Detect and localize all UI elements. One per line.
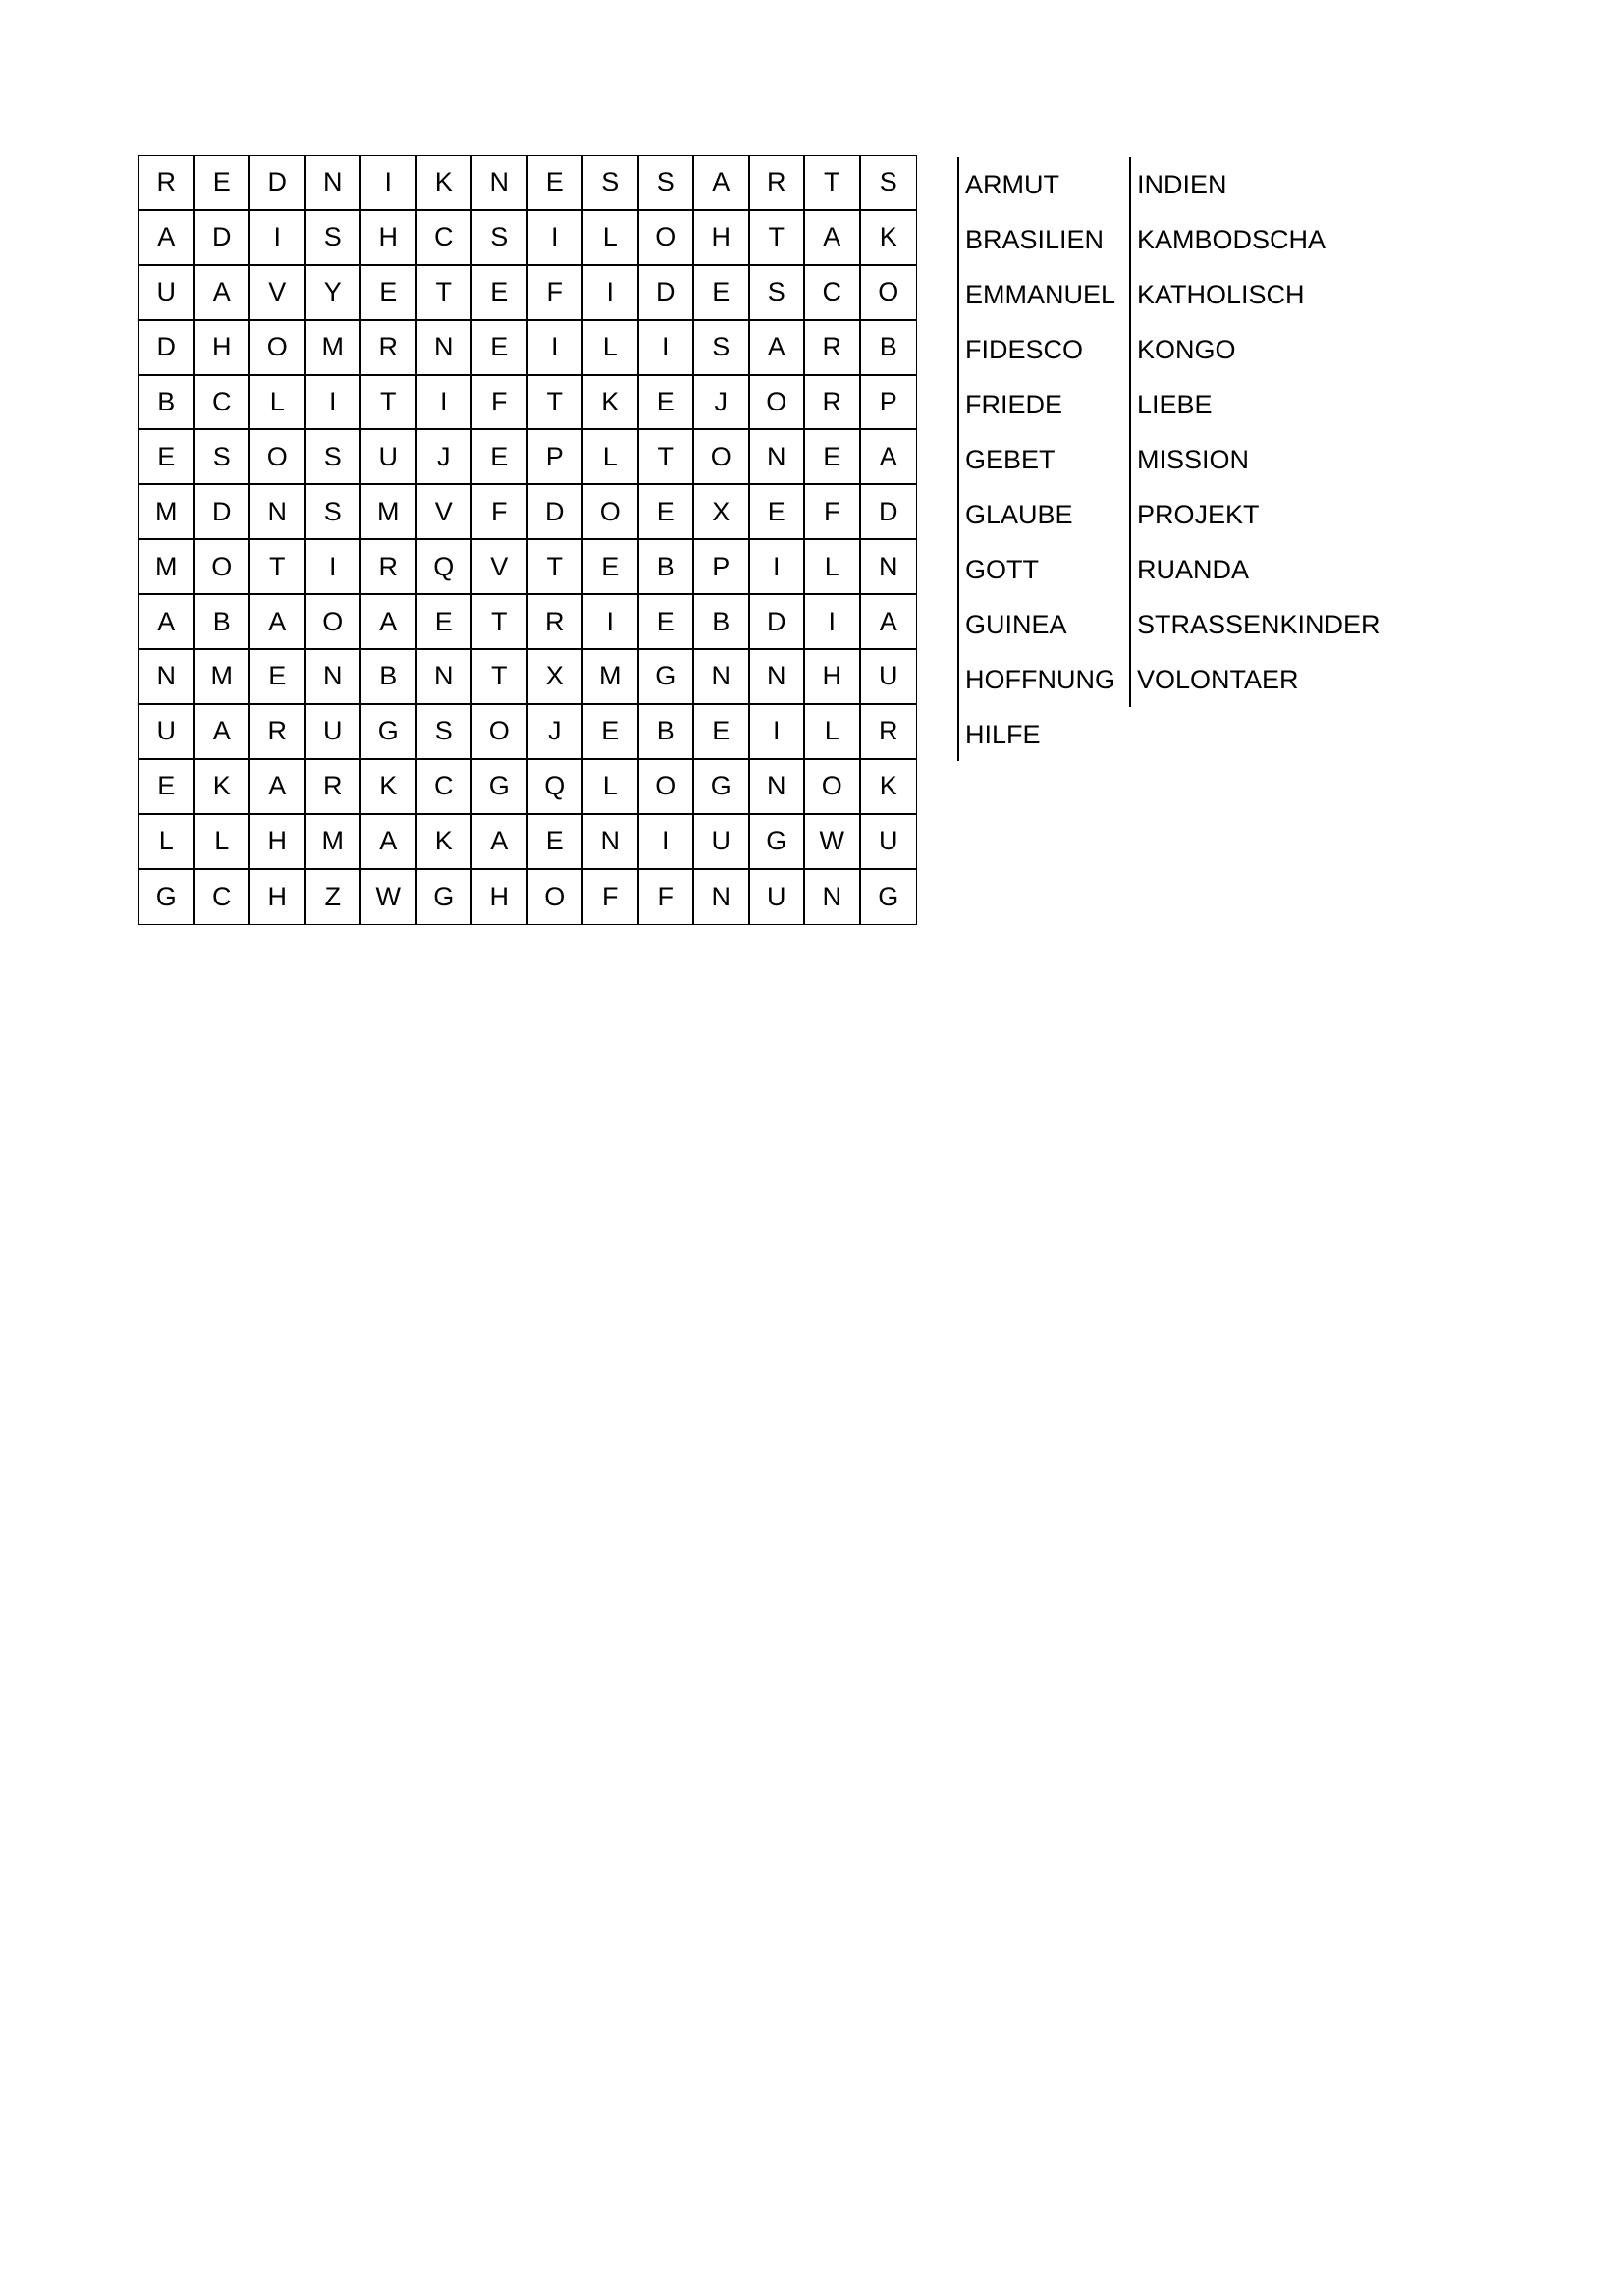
grid-cell[interactable]: A	[750, 321, 806, 376]
grid-cell[interactable]: B	[139, 376, 195, 431]
search-word: KAMBODSCHA	[1137, 225, 1326, 254]
grid-cell[interactable]: H	[361, 211, 417, 266]
grid-cell[interactable]: A	[139, 595, 195, 650]
grid-cell[interactable]: J	[417, 430, 473, 485]
grid-cell[interactable]: E	[472, 430, 528, 485]
grid-cell[interactable]: A	[805, 211, 861, 266]
grid-cell[interactable]: R	[861, 705, 917, 760]
grid-cell[interactable]: L	[250, 376, 306, 431]
grid-cell[interactable]: G	[750, 815, 806, 870]
grid-cell[interactable]: K	[361, 760, 417, 815]
grid-cell[interactable]: S	[750, 266, 806, 321]
search-word: GOTT	[965, 555, 1039, 584]
grid-cell[interactable]: G	[639, 650, 695, 705]
grid-cell[interactable]: Z	[306, 870, 362, 925]
grid-cell[interactable]: E	[583, 540, 639, 595]
grid-cell[interactable]: I	[417, 376, 473, 431]
grid-cell[interactable]: C	[417, 760, 473, 815]
grid-cell[interactable]: H	[694, 211, 750, 266]
grid-cell[interactable]: T	[805, 156, 861, 211]
search-word: STRASSENKINDER	[1137, 610, 1380, 639]
grid-cell[interactable]: E	[639, 595, 695, 650]
grid-cell[interactable]: O	[250, 430, 306, 485]
grid-cell[interactable]: W	[805, 815, 861, 870]
grid-cell[interactable]: S	[583, 156, 639, 211]
grid-cell[interactable]: A	[250, 760, 306, 815]
grid-cell[interactable]: V	[250, 266, 306, 321]
grid-cell[interactable]: L	[139, 815, 195, 870]
grid-cell[interactable]: A	[861, 430, 917, 485]
grid-cell[interactable]: E	[195, 156, 251, 211]
grid-cell[interactable]: H	[195, 321, 251, 376]
grid-cell[interactable]: U	[139, 266, 195, 321]
grid-cell[interactable]: K	[583, 376, 639, 431]
grid-cell[interactable]: E	[139, 760, 195, 815]
grid-cell[interactable]: G	[694, 760, 750, 815]
grid-cell[interactable]: L	[583, 321, 639, 376]
grid-cell[interactable]: F	[528, 266, 584, 321]
grid-cell[interactable]: S	[195, 430, 251, 485]
grid-cell[interactable]: T	[472, 595, 528, 650]
grid-cell[interactable]: A	[195, 705, 251, 760]
grid-cell[interactable]: D	[528, 485, 584, 540]
grid-cell[interactable]: U	[139, 705, 195, 760]
search-word: KONGO	[1137, 335, 1236, 364]
grid-cell[interactable]: N	[583, 815, 639, 870]
grid-cell[interactable]: I	[361, 156, 417, 211]
grid-cell[interactable]: B	[639, 705, 695, 760]
grid-cell[interactable]: R	[361, 321, 417, 376]
grid-cell[interactable]: D	[639, 266, 695, 321]
grid-cell[interactable]: M	[139, 540, 195, 595]
search-word: HILFE	[965, 720, 1041, 749]
grid-cell[interactable]: R	[361, 540, 417, 595]
search-word: ARMUT	[965, 170, 1059, 199]
grid-cell[interactable]: G	[417, 870, 473, 925]
grid-cell[interactable]: S	[861, 156, 917, 211]
grid-cell[interactable]: E	[361, 266, 417, 321]
search-word: RUANDA	[1137, 555, 1250, 584]
grid-cell[interactable]: I	[528, 211, 584, 266]
grid-cell[interactable]: O	[805, 760, 861, 815]
grid-cell[interactable]: R	[750, 156, 806, 211]
grid-cell[interactable]: I	[583, 266, 639, 321]
grid-cell[interactable]: R	[805, 321, 861, 376]
grid-cell[interactable]: O	[583, 485, 639, 540]
grid-cell[interactable]: L	[195, 815, 251, 870]
grid-cell[interactable]: E	[472, 266, 528, 321]
grid-cell[interactable]: N	[417, 321, 473, 376]
grid-cell[interactable]: F	[472, 485, 528, 540]
grid-cell[interactable]: I	[306, 376, 362, 431]
grid-cell[interactable]: I	[583, 595, 639, 650]
grid-cell[interactable]: D	[750, 595, 806, 650]
grid-cell[interactable]: T	[472, 650, 528, 705]
grid-cell[interactable]: I	[750, 540, 806, 595]
search-word: FIDESCO	[965, 335, 1084, 364]
grid-cell[interactable]: T	[361, 376, 417, 431]
grid-cell[interactable]: M	[361, 485, 417, 540]
search-word: VOLONTAER	[1137, 665, 1299, 694]
grid-cell[interactable]: O	[472, 705, 528, 760]
grid-cell[interactable]: N	[139, 650, 195, 705]
grid-cell[interactable]: E	[750, 485, 806, 540]
search-word: KATHOLISCH	[1137, 280, 1305, 309]
grid-cell[interactable]: O	[195, 540, 251, 595]
grid-cell[interactable]: E	[805, 430, 861, 485]
grid-cell[interactable]: V	[472, 540, 528, 595]
grid-cell[interactable]: E	[250, 650, 306, 705]
search-word: PROJEKT	[1137, 500, 1260, 529]
grid-cell[interactable]: C	[195, 870, 251, 925]
grid-cell[interactable]: E	[139, 430, 195, 485]
grid-cell[interactable]: D	[139, 321, 195, 376]
search-word: FRIEDE	[965, 390, 1063, 419]
grid-cell[interactable]: K	[861, 211, 917, 266]
grid-cell[interactable]: N	[472, 156, 528, 211]
grid-cell[interactable]: F	[639, 870, 695, 925]
grid-cell[interactable]: A	[361, 815, 417, 870]
grid-cell[interactable]: U	[750, 870, 806, 925]
grid-cell[interactable]: R	[139, 156, 195, 211]
grid-cell[interactable]: M	[583, 650, 639, 705]
grid-cell[interactable]: T	[750, 211, 806, 266]
grid-cell[interactable]: M	[306, 815, 362, 870]
search-word: INDIEN	[1137, 170, 1227, 199]
word-list-column-1	[957, 157, 1115, 761]
grid-cell[interactable]: S	[306, 430, 362, 485]
grid-cell[interactable]: B	[195, 595, 251, 650]
grid-cell[interactable]: O	[861, 266, 917, 321]
grid-cell[interactable]: A	[472, 815, 528, 870]
grid-cell[interactable]: I	[639, 815, 695, 870]
grid-cell[interactable]: P	[861, 376, 917, 431]
grid-cell[interactable]: O	[639, 211, 695, 266]
grid-cell[interactable]: G	[472, 760, 528, 815]
grid-cell[interactable]: A	[250, 595, 306, 650]
grid-cell[interactable]: M	[306, 321, 362, 376]
grid-cell[interactable]: T	[639, 430, 695, 485]
grid-cell[interactable]: A	[195, 266, 251, 321]
grid-cell[interactable]: E	[639, 376, 695, 431]
grid-cell[interactable]: T	[528, 540, 584, 595]
grid-cell[interactable]: E	[472, 321, 528, 376]
grid-cell[interactable]: Q	[417, 540, 473, 595]
grid-cell[interactable]: F	[805, 485, 861, 540]
grid-cell[interactable]: B	[639, 540, 695, 595]
grid-cell[interactable]: N	[805, 870, 861, 925]
grid-cell[interactable]: V	[417, 485, 473, 540]
grid-cell[interactable]: U	[694, 815, 750, 870]
grid-cell[interactable]: B	[361, 650, 417, 705]
grid-cell[interactable]: L	[583, 760, 639, 815]
grid-cell[interactable]: I	[250, 211, 306, 266]
grid-cell[interactable]: T	[417, 266, 473, 321]
letter-grid	[138, 155, 917, 925]
grid-cell[interactable]: D	[861, 485, 917, 540]
grid-cell[interactable]: U	[306, 705, 362, 760]
grid-cell[interactable]: N	[750, 760, 806, 815]
grid-cell[interactable]: S	[694, 321, 750, 376]
word-list-column-2	[1129, 157, 1380, 707]
grid-cell[interactable]: E	[694, 266, 750, 321]
grid-cell[interactable]: E	[528, 815, 584, 870]
grid-cell[interactable]: R	[528, 595, 584, 650]
grid-cell[interactable]: K	[417, 156, 473, 211]
grid-cell[interactable]: P	[528, 430, 584, 485]
grid-cell[interactable]: C	[417, 211, 473, 266]
grid-cell[interactable]: J	[694, 376, 750, 431]
grid-cell[interactable]: D	[195, 485, 251, 540]
grid-cell[interactable]: M	[195, 650, 251, 705]
grid-cell[interactable]: T	[528, 376, 584, 431]
grid-cell[interactable]: G	[139, 870, 195, 925]
grid-cell[interactable]: L	[805, 705, 861, 760]
grid-cell[interactable]: F	[583, 870, 639, 925]
grid-cell[interactable]: N	[417, 650, 473, 705]
grid-cell[interactable]: D	[250, 156, 306, 211]
grid-cell[interactable]: H	[250, 815, 306, 870]
grid-cell[interactable]: W	[361, 870, 417, 925]
grid-cell[interactable]: E	[583, 705, 639, 760]
grid-cell[interactable]: I	[805, 595, 861, 650]
grid-cell[interactable]: L	[583, 211, 639, 266]
grid-cell[interactable]: L	[583, 430, 639, 485]
grid-cell[interactable]: I	[528, 321, 584, 376]
grid-cell[interactable]: H	[805, 650, 861, 705]
grid-cell[interactable]: R	[250, 705, 306, 760]
grid-cell[interactable]: O	[750, 376, 806, 431]
grid-cell[interactable]: Q	[528, 760, 584, 815]
grid-cell[interactable]: A	[694, 156, 750, 211]
grid-cell[interactable]: O	[306, 595, 362, 650]
search-word: HOFFNUNG	[965, 665, 1115, 694]
grid-cell[interactable]: S	[639, 156, 695, 211]
grid-cell[interactable]: U	[861, 815, 917, 870]
grid-cell[interactable]: S	[306, 485, 362, 540]
grid-cell[interactable]: C	[195, 376, 251, 431]
grid-cell[interactable]: S	[306, 211, 362, 266]
grid-cell[interactable]: N	[250, 485, 306, 540]
grid-cell[interactable]: F	[472, 376, 528, 431]
grid-cell[interactable]: S	[417, 705, 473, 760]
grid-cell[interactable]: E	[639, 485, 695, 540]
grid-cell[interactable]: K	[861, 760, 917, 815]
grid-cell[interactable]: B	[694, 595, 750, 650]
grid-cell[interactable]: N	[861, 540, 917, 595]
grid-cell[interactable]: U	[361, 430, 417, 485]
grid-cell[interactable]: R	[306, 760, 362, 815]
grid-cell[interactable]: L	[805, 540, 861, 595]
grid-cell[interactable]: X	[694, 485, 750, 540]
search-word: GLAUBE	[965, 500, 1073, 529]
grid-cell[interactable]: H	[472, 870, 528, 925]
grid-cell[interactable]: C	[805, 266, 861, 321]
grid-cell[interactable]: N	[306, 156, 362, 211]
grid-cell[interactable]: S	[472, 211, 528, 266]
grid-cell[interactable]: N	[694, 650, 750, 705]
grid-cell[interactable]: A	[361, 595, 417, 650]
grid-cell[interactable]: U	[861, 650, 917, 705]
grid-cell[interactable]: H	[250, 870, 306, 925]
grid-cell[interactable]: D	[195, 211, 251, 266]
grid-cell[interactable]: O	[528, 870, 584, 925]
grid-cell[interactable]: N	[750, 430, 806, 485]
grid-cell[interactable]: G	[361, 705, 417, 760]
grid-cell[interactable]: I	[306, 540, 362, 595]
grid-cell[interactable]: K	[195, 760, 251, 815]
grid-cell[interactable]: A	[139, 211, 195, 266]
grid-cell[interactable]: N	[750, 650, 806, 705]
grid-cell[interactable]: K	[417, 815, 473, 870]
grid-cell[interactable]: O	[639, 760, 695, 815]
grid-cell[interactable]: E	[694, 705, 750, 760]
grid-cell[interactable]: P	[694, 540, 750, 595]
grid-cell[interactable]: R	[805, 376, 861, 431]
search-word: BRASILIEN	[965, 225, 1105, 254]
search-word: EMMANUEL	[965, 280, 1116, 309]
grid-cell[interactable]: Y	[306, 266, 362, 321]
grid-cell[interactable]: O	[250, 321, 306, 376]
grid-cell[interactable]: A	[861, 595, 917, 650]
grid-cell[interactable]: O	[694, 430, 750, 485]
grid-cell[interactable]: X	[528, 650, 584, 705]
grid-cell[interactable]: I	[639, 321, 695, 376]
grid-cell[interactable]: I	[750, 705, 806, 760]
grid-cell[interactable]: E	[417, 595, 473, 650]
search-word: GUINEA	[965, 610, 1067, 639]
grid-cell[interactable]: T	[250, 540, 306, 595]
grid-cell[interactable]: E	[528, 156, 584, 211]
search-word: MISSION	[1137, 445, 1250, 474]
grid-cell[interactable]: N	[694, 870, 750, 925]
grid-cell[interactable]: G	[878, 882, 899, 912]
search-word: LIEBE	[1137, 390, 1213, 419]
grid-cell[interactable]: B	[861, 321, 917, 376]
grid-cell[interactable]: N	[306, 650, 362, 705]
grid-cell[interactable]: J	[528, 705, 584, 760]
search-word: GEBET	[965, 445, 1056, 474]
grid-cell[interactable]: M	[139, 485, 195, 540]
